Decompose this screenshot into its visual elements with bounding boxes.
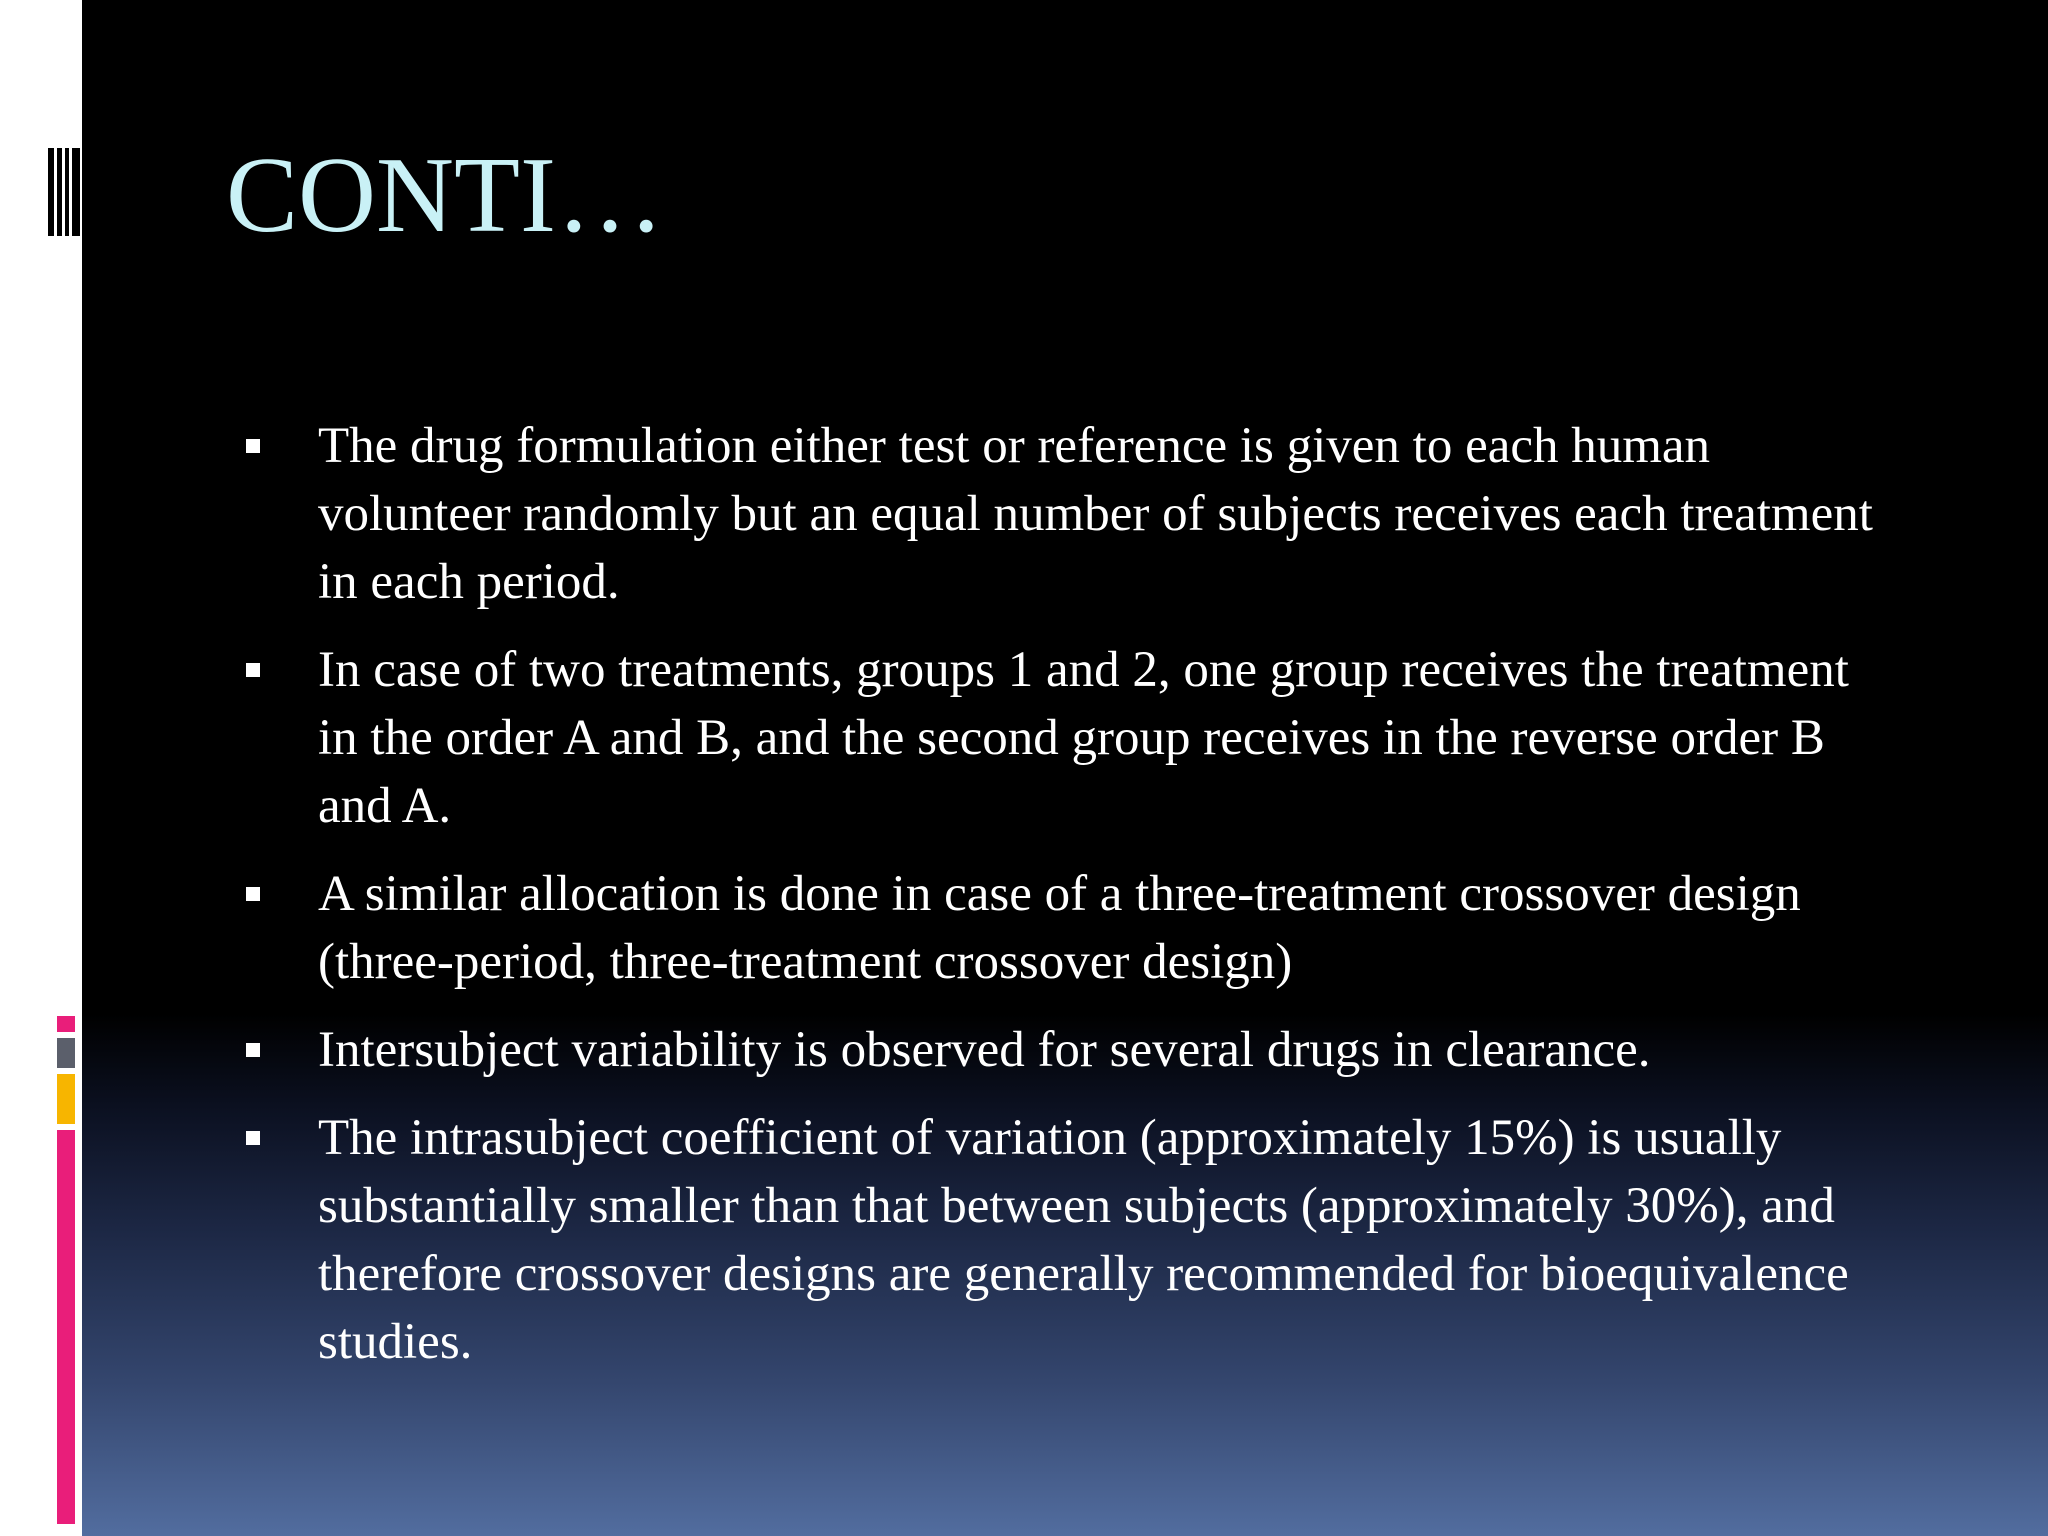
accent-pink-top	[57, 1016, 75, 1032]
bullet-item	[240, 1104, 1900, 1376]
bullet-list	[240, 412, 1900, 1396]
accent-pink-long	[57, 1130, 75, 1524]
bullet-item	[240, 412, 1900, 616]
square-bullet-icon	[246, 1043, 260, 1057]
bullet-text: In case of two treatments, groups 1 and 2, one group receives the treatment in the order A and B, and the second group receives in the reverse order B and A.	[318, 642, 1849, 834]
bullet-text: The drug formulation either test or reference is given to each human volunteer randomly but an equal number of subjects receives each treatment in each period.	[318, 418, 1873, 610]
bullet-item	[240, 636, 1900, 840]
bullet-item	[240, 860, 1900, 996]
square-bullet-icon	[246, 1131, 260, 1145]
square-bullet-icon	[246, 439, 260, 453]
bullet-text: A similar allocation is done in case of a three-treatment crossover design (three-period, three-treatment crossover design)	[318, 866, 1801, 990]
bullet-item	[240, 1016, 1900, 1084]
stripe-decoration	[48, 148, 80, 236]
bullet-text: Intersubject variability is observed for several drugs in clearance.	[318, 1022, 1651, 1078]
accent-orange	[57, 1074, 75, 1124]
accent-gray	[57, 1038, 75, 1068]
bullet-text: The intrasubject coefficient of variation (approximately 15%) is usually substantially smaller than that between subjects (approximately 30%), and therefore crossover designs are generally recommended for bioequivalence studies.	[318, 1110, 1849, 1370]
slide-title: CONTI…	[226, 136, 664, 255]
square-bullet-icon	[246, 663, 260, 677]
square-bullet-icon	[246, 887, 260, 901]
